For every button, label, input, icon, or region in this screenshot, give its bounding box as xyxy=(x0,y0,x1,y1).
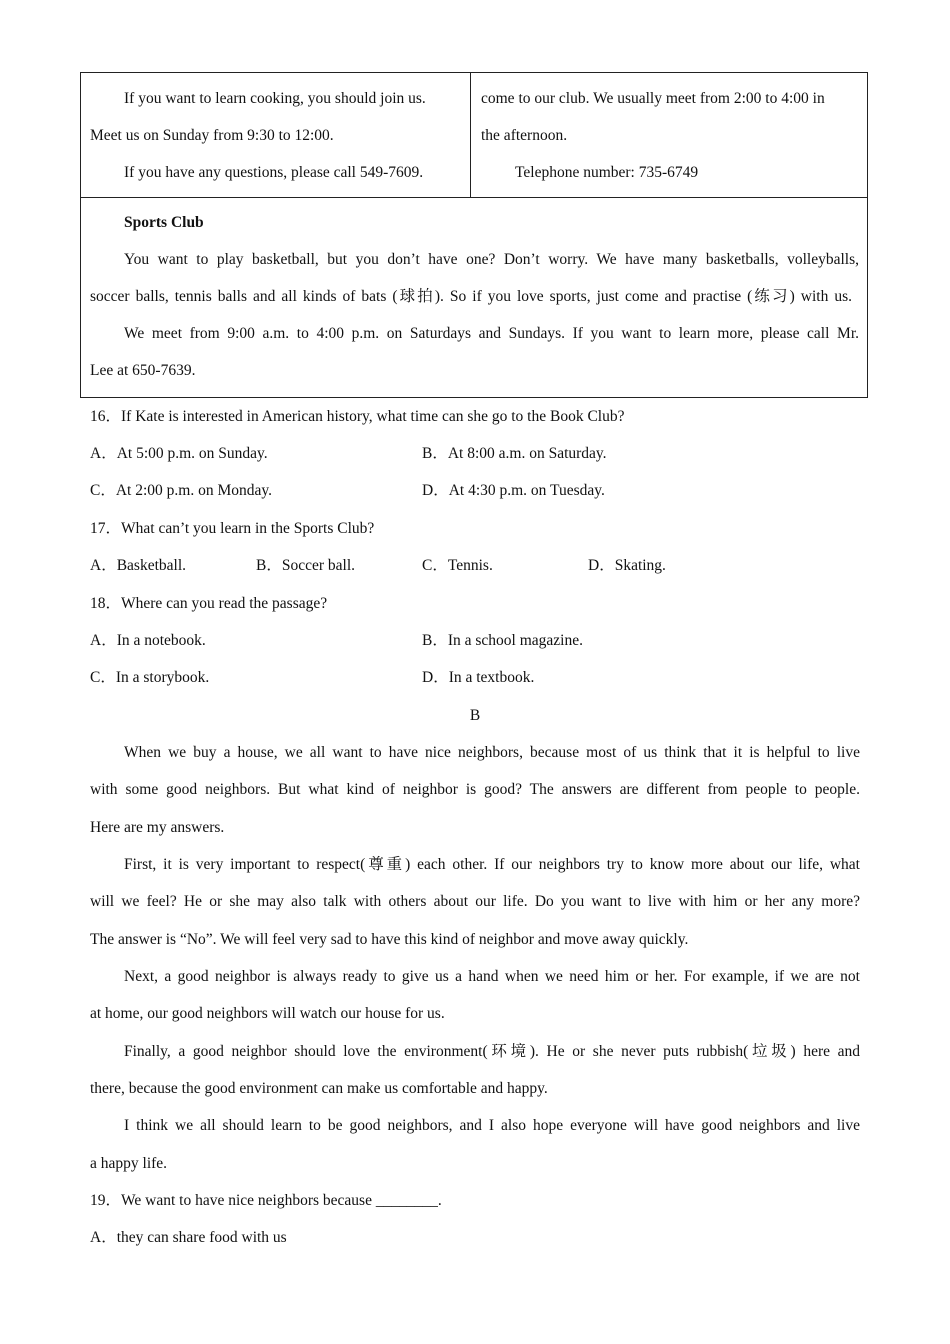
q16-option-a: A．At 5:00 p.m. on Sunday. xyxy=(90,445,268,462)
p2-line-3: The answer is “No”. We will feel very sad to have this kind of neighbor and move away quickly. xyxy=(90,931,689,948)
p1-line-2: with some good neighbors. But what kind of neighbor is good? The answers are different from people to people. xyxy=(90,781,860,798)
q18-option-a: A．In a notebook. xyxy=(90,632,206,649)
p1-line-3: Here are my answers. xyxy=(90,819,225,836)
sports-line-4: Lee at 650-7639. xyxy=(90,362,196,379)
club-notices-table xyxy=(80,72,868,398)
q18-option-b: B．In a school magazine. xyxy=(422,632,583,649)
p3-line-2: at home, our good neighbors will watch our house for us. xyxy=(90,1005,445,1022)
q17-option-a: A．Basketball. xyxy=(90,557,186,574)
q17-option-b: B．Soccer ball. xyxy=(256,557,356,574)
other-club-cell xyxy=(471,73,867,198)
cooking-line-2: Meet us on Sunday from 9:30 to 12:00. xyxy=(90,127,334,144)
cooking-line-3: If you have any questions, please call 549-7609. xyxy=(124,164,424,181)
sports-line-3: We meet from 9:00 a.m. to 4:00 p.m. on Saturdays and Sundays. If you want to learn more, please call Mr. xyxy=(124,325,859,342)
p5-line-1: I think we all should learn to be good neighbors, and I also hope everyone will have good neighbors and live xyxy=(124,1117,860,1134)
q18-option-d: D．In a textbook. xyxy=(422,669,535,686)
other-club-line-2: the afternoon. xyxy=(481,127,568,144)
q16-option-b: B．At 8:00 a.m. on Saturday. xyxy=(422,445,607,462)
p2-line-2: will we feel? He or she may also talk with others about our life. Do you want to live with him or her any more? xyxy=(90,893,860,910)
q18-option-c: C．In a storybook. xyxy=(90,669,210,686)
section-b-heading: B xyxy=(469,707,481,724)
sports-line-1: You want to play basketball, but you don’t have one? Don’t worry. We have many basketballs, volleyballs, xyxy=(124,251,859,268)
question-16: 16．If Kate is interested in American history, what time can she go to the Book Club? xyxy=(90,408,625,425)
sports-line-2: soccer balls, tennis balls and all kinds of bats (球拍). So if you love sports, just come and practise (练习) with us. xyxy=(90,288,852,305)
sports-club-title: Sports Club xyxy=(124,214,204,231)
cooking-line-1: If you want to learn cooking, you should join us. xyxy=(124,90,426,107)
cooking-club-cell xyxy=(81,73,471,198)
p4-line-2: there, because the good environment can make us comfortable and happy. xyxy=(90,1080,548,1097)
p2-line-1: First, it is very important to respect(尊重) each other. If our neighbors try to know more about our life, what xyxy=(124,856,860,873)
q16-option-c: C．At 2:00 p.m. on Monday. xyxy=(90,482,272,499)
other-club-phone: Telephone number: 735-6749 xyxy=(515,164,699,181)
q17-option-c: C．Tennis. xyxy=(422,557,493,574)
p4-line-1: Finally, a good neighbor should love the environment(环境). He or she never puts rubbish(垃圾) here and xyxy=(124,1043,860,1060)
p5-line-2: a happy life. xyxy=(90,1155,168,1172)
q17-option-d: D．Skating. xyxy=(588,557,666,574)
p1-line-1: When we buy a house, we all want to have nice neighbors, because most of us think that it is helpful to live xyxy=(124,744,860,761)
question-17: 17．What can’t you learn in the Sports Club? xyxy=(90,520,375,537)
sports-club-cell xyxy=(81,198,867,397)
q19-option-a: A．they can share food with us xyxy=(90,1229,287,1246)
other-club-line-1: come to our club. We usually meet from 2:00 to 4:00 in xyxy=(481,90,825,107)
q16-option-d: D．At 4:30 p.m. on Tuesday. xyxy=(422,482,605,499)
p3-line-1: Next, a good neighbor is always ready to give us a hand when we need him or her. For example, if we are not xyxy=(124,968,860,985)
question-18: 18．Where can you read the passage? xyxy=(90,595,328,612)
question-19: 19．We want to have nice neighbors because ________. xyxy=(90,1192,442,1209)
